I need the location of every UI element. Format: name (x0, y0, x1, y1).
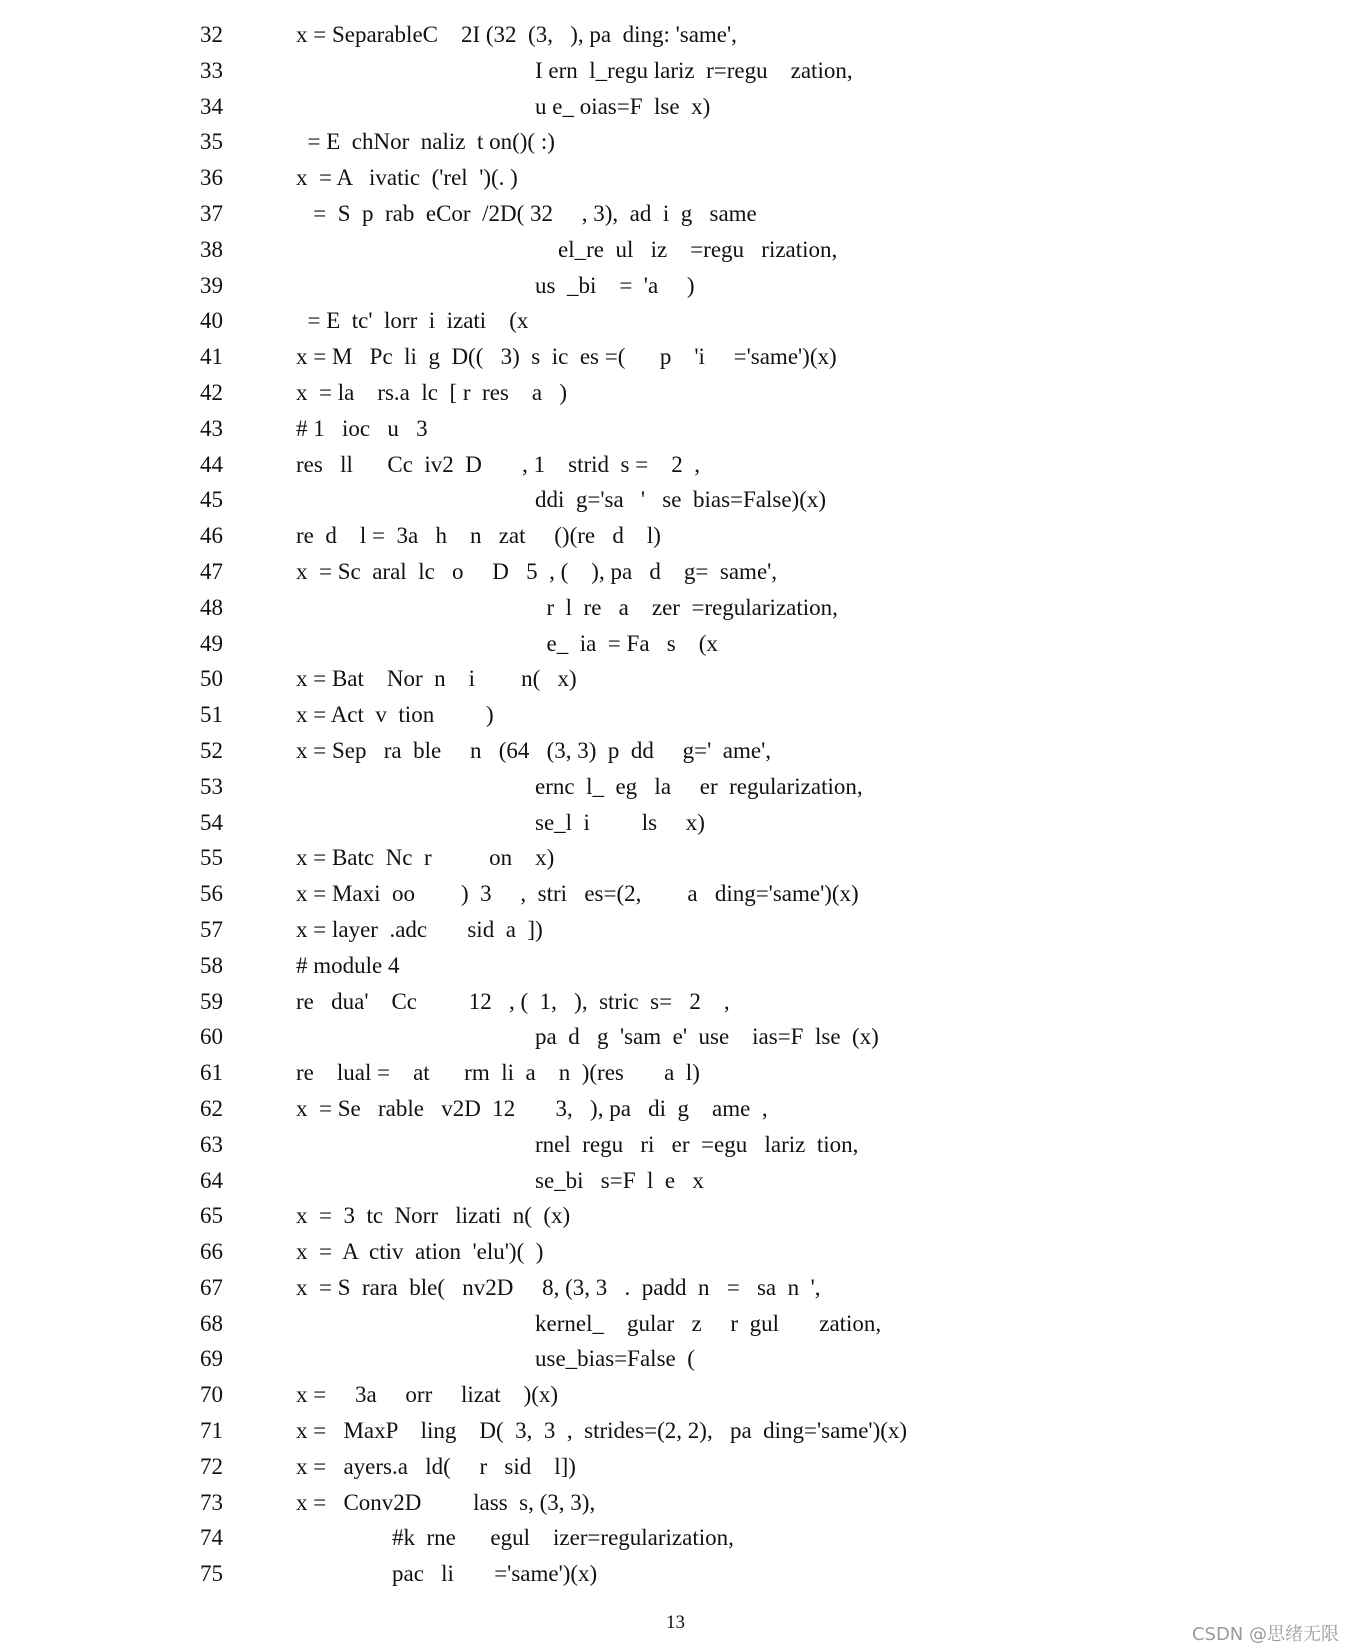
code-line (0, 626, 1351, 662)
code-text: pac li ='same')(x) (392, 1561, 598, 1587)
line-number: 62 (200, 1095, 223, 1121)
code-line (0, 17, 1351, 53)
code-text: x = MaxP ling D( 3, 3 , strides=(2, 2), pa ding='same')(x) (296, 1418, 908, 1444)
code-line (0, 1341, 1351, 1377)
code-line (0, 411, 1351, 447)
code-line (0, 554, 1351, 590)
code-text: us _bi = 'a ) (535, 272, 695, 298)
code-line (0, 303, 1351, 339)
code-line (0, 1127, 1351, 1163)
line-number: 68 (200, 1310, 223, 1336)
code-line (0, 1413, 1351, 1449)
code-text: r l re a zer =regularization, (535, 594, 838, 620)
code-text: x = Conv2D lass s, (3, 3), (296, 1489, 596, 1515)
code-text: pa d g 'sam e' use ias=F lse (x) (535, 1024, 879, 1050)
code-text: x = 3a orr lizat )(x) (296, 1382, 559, 1408)
line-number: 41 (200, 344, 223, 370)
code-text: = E tc' lorr i izati (x (296, 308, 529, 334)
line-number: 40 (200, 308, 223, 334)
line-number: 71 (200, 1418, 223, 1444)
line-number: 69 (200, 1346, 223, 1372)
code-line (0, 1485, 1351, 1521)
code-line (0, 1163, 1351, 1199)
code-text: # module 4 (296, 952, 400, 978)
line-number: 49 (200, 630, 223, 656)
code-text: re dua' Cc 12 , ( 1, ), stric s= 2 , (296, 988, 730, 1014)
code-text: ernc l_ eg la er regularization, (535, 773, 863, 799)
line-number: 59 (200, 988, 223, 1014)
line-number: 34 (200, 93, 223, 119)
code-text: x = SeparableC 2I (32 (3, ), pa ding: 'same', (296, 22, 737, 47)
line-number: 50 (200, 666, 223, 692)
code-text: x = la rs.a lc [ r res a ) (296, 379, 567, 405)
code-text: x = Act v tion ) (296, 702, 494, 728)
code-text: x = Se rable v2D 12 3, ), pa di g ame , (296, 1095, 768, 1121)
page-number: 13 (666, 1612, 685, 1633)
line-number: 43 (200, 415, 223, 441)
code-text: x = Sc aral lc o D 5 , ( ), pa d g= same', (296, 558, 778, 584)
code-listing (0, 17, 1351, 1592)
line-number: 67 (200, 1274, 223, 1300)
code-text: x = M Pc li g D(( 3) s ic es =( p 'i ='same')(x) (296, 344, 837, 370)
code-line (0, 268, 1351, 304)
line-number: 61 (200, 1060, 223, 1086)
code-text: x = Maxi oo ) 3 , stri es=(2, a ding='same')(x) (296, 881, 859, 907)
code-line (0, 160, 1351, 196)
code-text: x = Sep ra ble n (64 (3, 3) p dd g=' ame', (296, 737, 771, 763)
code-line (0, 805, 1351, 841)
line-number: 57 (200, 916, 223, 942)
code-line (0, 89, 1351, 125)
code-line (0, 1270, 1351, 1306)
code-line (0, 840, 1351, 876)
code-line (0, 1019, 1351, 1055)
code-line (0, 984, 1351, 1020)
code-line (0, 876, 1351, 912)
code-text: x = Bat Nor n i n( x) (296, 666, 577, 692)
code-text: x = 3 tc Norr lizati n( (x) (296, 1203, 571, 1229)
line-number: 44 (200, 451, 223, 477)
line-number: 42 (200, 379, 223, 405)
line-number: 39 (200, 272, 223, 298)
line-number: 53 (200, 773, 223, 799)
code-text: #k rne egul izer=regularization, (392, 1525, 734, 1551)
line-number: 36 (200, 165, 223, 191)
line-number: 35 (200, 129, 223, 155)
line-number: 48 (200, 594, 223, 620)
code-text: # 1 ioc u 3 (296, 415, 428, 441)
code-text: x = layer .adc sid a ]) (296, 916, 543, 942)
line-number: 75 (200, 1561, 223, 1587)
code-line (0, 1377, 1351, 1413)
code-line (0, 948, 1351, 984)
code-text: use_bias=False ( (535, 1346, 695, 1372)
code-line (0, 661, 1351, 697)
code-text: = S p rab eCor /2D( 32 , 3), ad i g same (296, 200, 757, 226)
code-line (0, 232, 1351, 268)
code-text: re d l = 3a h n zat ()(re d l) (296, 523, 661, 549)
code-line (0, 1556, 1351, 1592)
line-number: 55 (200, 845, 223, 871)
code-text: rnel regu ri er =egu lariz tion, (535, 1131, 859, 1157)
line-number: 60 (200, 1024, 223, 1050)
line-number: 54 (200, 809, 223, 835)
line-number: 63 (200, 1131, 223, 1157)
line-number: 56 (200, 881, 223, 907)
code-text: se_l i ls x) (535, 809, 705, 835)
code-text: e_ ia = Fa s (x (535, 630, 718, 656)
code-text: x = A ctiv ation 'elu')( ) (296, 1239, 544, 1265)
line-number: 72 (200, 1453, 223, 1479)
code-text: = E chNor naliz t on()( :) (296, 129, 555, 155)
code-line (0, 375, 1351, 411)
code-line (0, 124, 1351, 160)
line-number: 65 (200, 1203, 223, 1229)
code-text: res ll Cc iv2 D , 1 strid s = 2 , (296, 451, 700, 477)
code-line (0, 912, 1351, 948)
csdn-watermark: CSDN @思绪无限 (1191, 1624, 1339, 1645)
line-number: 47 (200, 558, 223, 584)
code-line (0, 339, 1351, 375)
code-line (0, 196, 1351, 232)
code-line (0, 769, 1351, 805)
line-number: 38 (200, 236, 223, 262)
code-text: re lual = at rm li a n )(res a l) (296, 1060, 700, 1086)
line-number: 74 (200, 1525, 223, 1551)
code-line (0, 697, 1351, 733)
code-line (0, 1449, 1351, 1485)
code-line (0, 733, 1351, 769)
code-text: x = A ivatic ('rel ')(. ) (296, 165, 518, 191)
line-number: 32 (200, 22, 223, 47)
line-number: 52 (200, 737, 223, 763)
line-number: 33 (200, 57, 223, 83)
code-text: I ern l_regu lariz r=regu zation, (535, 57, 853, 83)
code-text: x = S rara ble( nv2D 8, (3, 3 . padd n = sa n ', (296, 1274, 821, 1300)
code-text: x = Batc Nc r on x) (296, 845, 555, 871)
code-text: u e_ oias=F lse x) (535, 93, 711, 119)
code-text: el_re ul iz =regu rization, (535, 236, 838, 262)
line-number: 64 (200, 1167, 223, 1193)
code-line (0, 1198, 1351, 1234)
line-number: 73 (200, 1489, 223, 1515)
line-number: 51 (200, 702, 223, 728)
code-line (0, 53, 1351, 89)
code-line (0, 1234, 1351, 1270)
code-text: kernel_ gular z r gul zation, (535, 1310, 882, 1336)
code-line (0, 1306, 1351, 1342)
line-number: 37 (200, 200, 223, 226)
code-line (0, 518, 1351, 554)
code-line (0, 590, 1351, 626)
code-text: ddi g='sa ' se bias=False)(x) (535, 487, 827, 513)
code-line (0, 1520, 1351, 1556)
line-number: 58 (200, 952, 223, 978)
line-number: 66 (200, 1239, 223, 1265)
line-number: 45 (200, 487, 223, 513)
code-line (0, 482, 1351, 518)
code-line (0, 447, 1351, 483)
code-text: se_bi s=F l e x (535, 1167, 704, 1193)
code-line (0, 1055, 1351, 1091)
code-text: x = ayers.a ld( r sid l]) (296, 1453, 576, 1479)
code-line (0, 1091, 1351, 1127)
line-number: 46 (200, 523, 223, 549)
line-number: 70 (200, 1382, 223, 1408)
